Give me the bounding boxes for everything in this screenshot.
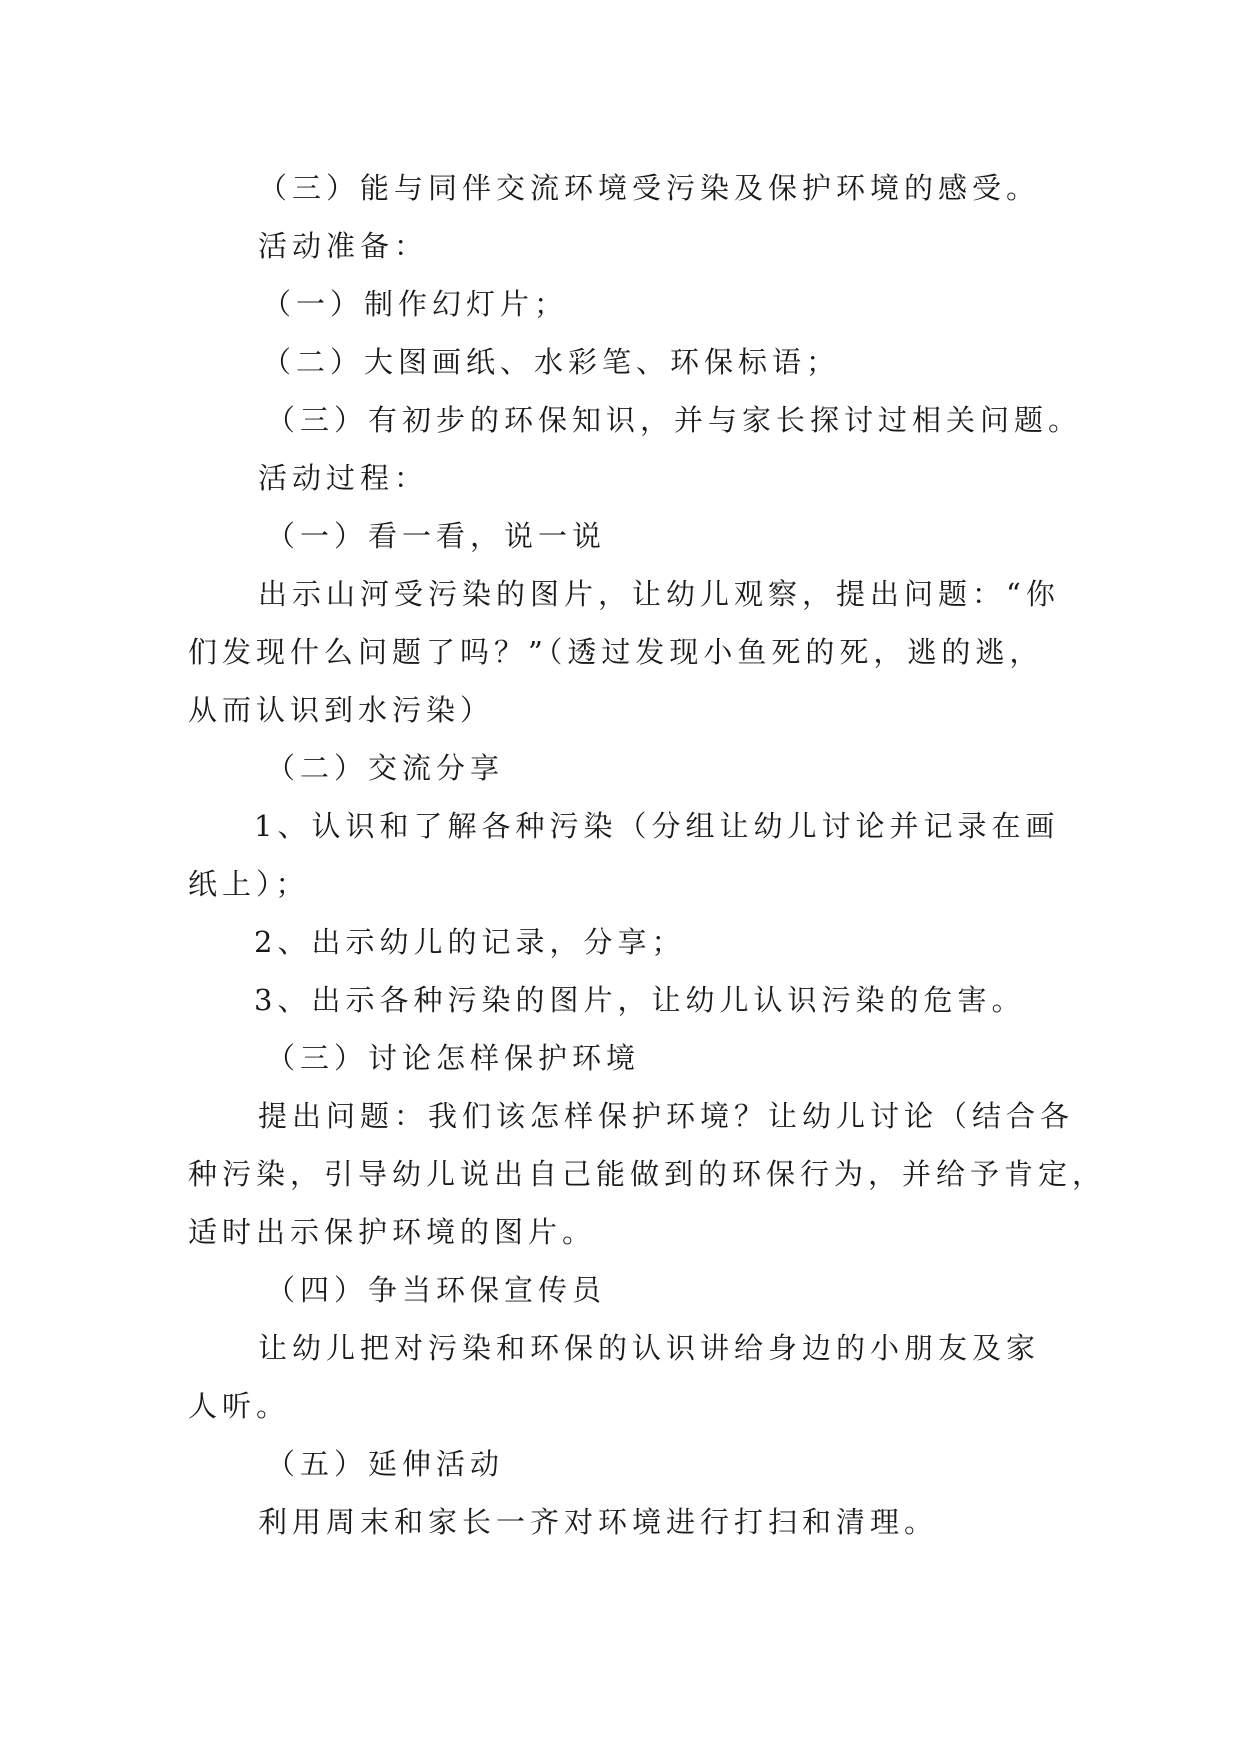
step-3-paragraph-line-2: 种污染，引导幼儿说出自己能做到的环保行为，并给予肯定， [188,1157,1107,1191]
step-4-paragraph-line-1: 让幼儿把对污染和环保的认识讲给身边的小朋友及家 [258,1331,1041,1365]
goal-3-line: （三）能与同伴交流环境受污染及保护环境的感受。 [258,171,1041,205]
step-1-paragraph-line-2: 们发现什么问题了吗？”（透过发现小鱼死的死，逃的逃， [188,635,1044,669]
step-1-paragraph-line-1: 出示山河受污染的图片，让幼儿观察，提出问题：“你 [258,577,1060,611]
step-4-paragraph-line-2: 人听。 [188,1389,291,1423]
step-2-item-3: 3、出示各种污染的图片，让幼儿认识污染的危害。 [254,983,1026,1017]
step-5-paragraph: 利用周末和家长一齐对环境进行打扫和清理。 [258,1505,939,1539]
step-4-heading: （四）争当环保宣传员 [266,1273,607,1307]
preparation-item-1: （一）制作幻灯片； [262,287,569,321]
step-2-item-2: 2、出示幼儿的记录，分享； [254,925,686,959]
section-heading-process: 活动过程： [258,461,429,495]
preparation-item-3: （三）有初步的环保知识，并与家长探讨过相关问题。 [266,403,1083,437]
preparation-item-2: （二）大图画纸、水彩笔、环保标语； [262,345,841,379]
step-1-paragraph-line-3: 从而认识到水污染） [188,693,495,727]
step-2-heading: （二）交流分享 [266,751,505,785]
step-3-paragraph-line-3: 适时出示保护环境的图片。 [188,1215,597,1249]
step-2-item-1-line-2: 纸上）； [188,867,310,901]
step-1-heading: （一）看一看，说一说 [266,519,607,553]
step-2-item-1-line-1: 1、认识和了解各种污染（分组让幼儿讨论并记录在画 [254,809,1060,843]
step-3-heading: （三）讨论怎样保护环境 [266,1041,641,1075]
section-heading-preparation: 活动准备： [258,229,429,263]
step-5-heading: （五）延伸活动 [266,1447,505,1481]
step-3-paragraph-line-1: 提出问题：我们该怎样保护环境？让幼儿讨论（结合各 [258,1099,1075,1133]
